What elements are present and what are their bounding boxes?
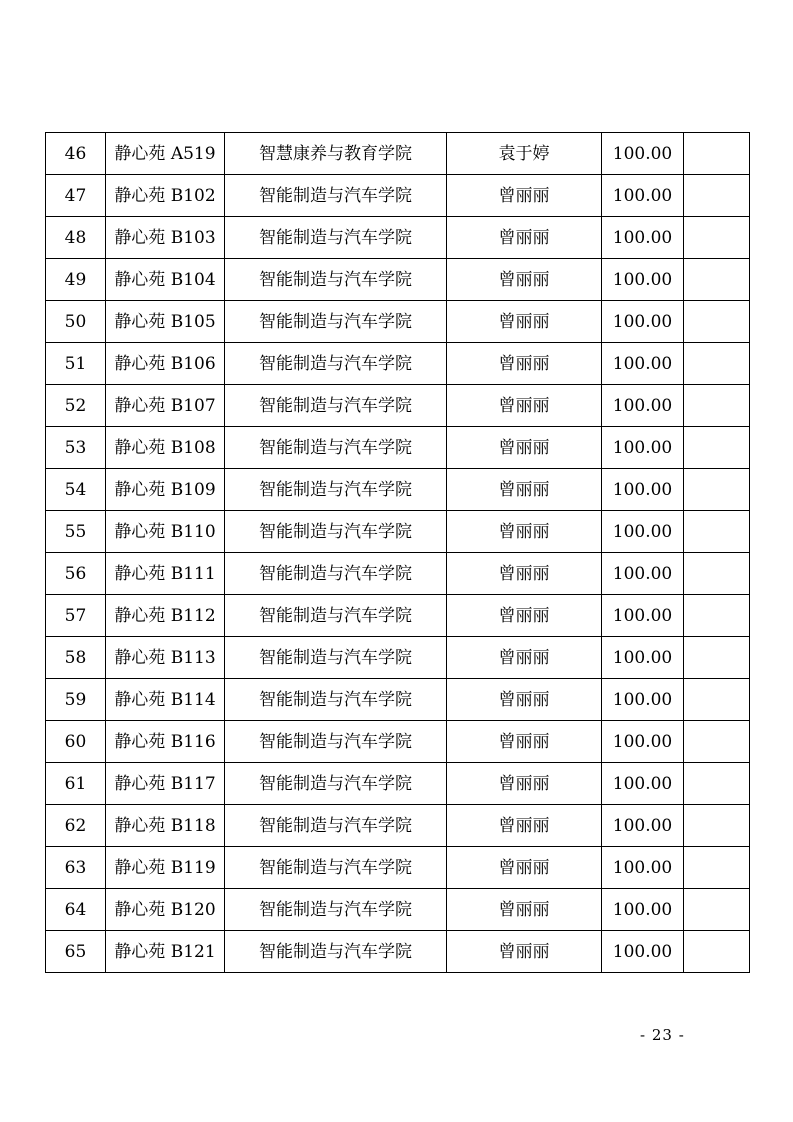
data-table [45,132,750,973]
row-number-cell: 55 [46,511,106,553]
row-number-cell: 65 [46,931,106,973]
score-cell: 100.00 [602,847,684,889]
score-cell: 100.00 [602,301,684,343]
table-body [46,133,750,973]
college-cell: 智能制造与汽车学院 [225,721,447,763]
row-number-cell: 46 [46,133,106,175]
table-row [46,553,750,595]
score-cell: 100.00 [602,427,684,469]
college-cell: 智能制造与汽车学院 [225,553,447,595]
person-cell: 曾丽丽 [447,343,602,385]
row-number-cell: 51 [46,343,106,385]
note-cell [684,595,750,637]
score-cell: 100.00 [602,217,684,259]
table-row [46,301,750,343]
room-cell: 静心苑 B114 [106,679,225,721]
table-row [46,763,750,805]
room-cell: 静心苑 B119 [106,847,225,889]
room-cell: 静心苑 B107 [106,385,225,427]
college-cell: 智能制造与汽车学院 [225,217,447,259]
row-number-cell: 50 [46,301,106,343]
college-cell: 智能制造与汽车学院 [225,889,447,931]
note-cell [684,343,750,385]
row-number-cell: 52 [46,385,106,427]
room-cell: 静心苑 B111 [106,553,225,595]
table-row [46,847,750,889]
college-cell: 智能制造与汽车学院 [225,175,447,217]
room-cell: 静心苑 B121 [106,931,225,973]
person-cell: 曾丽丽 [447,469,602,511]
person-cell: 曾丽丽 [447,763,602,805]
college-cell: 智能制造与汽车学院 [225,469,447,511]
note-cell [684,385,750,427]
table-row [46,889,750,931]
score-cell: 100.00 [602,637,684,679]
table-row [46,175,750,217]
row-number-cell: 63 [46,847,106,889]
table-row [46,133,750,175]
note-cell [684,301,750,343]
score-cell: 100.00 [602,469,684,511]
table-row [46,217,750,259]
note-cell [684,259,750,301]
score-cell: 100.00 [602,889,684,931]
score-cell: 100.00 [602,175,684,217]
row-number-cell: 54 [46,469,106,511]
college-cell: 智能制造与汽车学院 [225,847,447,889]
note-cell [684,847,750,889]
table-row [46,679,750,721]
score-cell: 100.00 [602,763,684,805]
person-cell: 曾丽丽 [447,427,602,469]
note-cell [684,511,750,553]
room-cell: 静心苑 B120 [106,889,225,931]
room-cell: 静心苑 B113 [106,637,225,679]
table-row [46,343,750,385]
room-cell: 静心苑 B103 [106,217,225,259]
person-cell: 曾丽丽 [447,847,602,889]
note-cell [684,889,750,931]
row-number-cell: 64 [46,889,106,931]
room-cell: 静心苑 B118 [106,805,225,847]
college-cell: 智能制造与汽车学院 [225,259,447,301]
row-number-cell: 48 [46,217,106,259]
person-cell: 曾丽丽 [447,217,602,259]
note-cell [684,469,750,511]
person-cell: 曾丽丽 [447,889,602,931]
note-cell [684,133,750,175]
room-cell: 静心苑 B105 [106,301,225,343]
score-cell: 100.00 [602,595,684,637]
row-number-cell: 49 [46,259,106,301]
college-cell: 智能制造与汽车学院 [225,679,447,721]
score-cell: 100.00 [602,553,684,595]
table-row [46,931,750,973]
person-cell: 曾丽丽 [447,721,602,763]
college-cell: 智能制造与汽车学院 [225,763,447,805]
college-cell: 智能制造与汽车学院 [225,931,447,973]
room-cell: 静心苑 B110 [106,511,225,553]
note-cell [684,637,750,679]
table-row [46,469,750,511]
row-number-cell: 59 [46,679,106,721]
room-cell: 静心苑 B117 [106,763,225,805]
college-cell: 智能制造与汽车学院 [225,385,447,427]
person-cell: 曾丽丽 [447,637,602,679]
row-number-cell: 56 [46,553,106,595]
person-cell: 曾丽丽 [447,175,602,217]
room-cell: 静心苑 B112 [106,595,225,637]
college-cell: 智能制造与汽车学院 [225,511,447,553]
score-cell: 100.00 [602,721,684,763]
note-cell [684,217,750,259]
table-row [46,259,750,301]
note-cell [684,721,750,763]
table-row [46,637,750,679]
person-cell: 曾丽丽 [447,511,602,553]
room-cell: 静心苑 B106 [106,343,225,385]
person-cell: 袁于婷 [447,133,602,175]
person-cell: 曾丽丽 [447,931,602,973]
note-cell [684,805,750,847]
table-row [46,385,750,427]
person-cell: 曾丽丽 [447,595,602,637]
score-cell: 100.00 [602,805,684,847]
row-number-cell: 53 [46,427,106,469]
college-cell: 智慧康养与教育学院 [225,133,447,175]
college-cell: 智能制造与汽车学院 [225,427,447,469]
college-cell: 智能制造与汽车学院 [225,637,447,679]
note-cell [684,679,750,721]
table-row [46,721,750,763]
room-cell: 静心苑 B108 [106,427,225,469]
note-cell [684,427,750,469]
person-cell: 曾丽丽 [447,301,602,343]
note-cell [684,175,750,217]
score-cell: 100.00 [602,133,684,175]
room-cell: 静心苑 B116 [106,721,225,763]
person-cell: 曾丽丽 [447,385,602,427]
room-cell: 静心苑 B102 [106,175,225,217]
note-cell [684,763,750,805]
row-number-cell: 61 [46,763,106,805]
room-cell: 静心苑 B104 [106,259,225,301]
row-number-cell: 57 [46,595,106,637]
score-cell: 100.00 [602,259,684,301]
row-number-cell: 62 [46,805,106,847]
score-cell: 100.00 [602,931,684,973]
score-cell: 100.00 [602,343,684,385]
person-cell: 曾丽丽 [447,679,602,721]
college-cell: 智能制造与汽车学院 [225,805,447,847]
table-row [46,511,750,553]
note-cell [684,553,750,595]
score-cell: 100.00 [602,511,684,553]
table-row [46,427,750,469]
page-number: - 23 - [640,1026,685,1044]
room-cell: 静心苑 A519 [106,133,225,175]
score-cell: 100.00 [602,385,684,427]
person-cell: 曾丽丽 [447,553,602,595]
person-cell: 曾丽丽 [447,259,602,301]
row-number-cell: 60 [46,721,106,763]
college-cell: 智能制造与汽车学院 [225,301,447,343]
college-cell: 智能制造与汽车学院 [225,595,447,637]
room-cell: 静心苑 B109 [106,469,225,511]
row-number-cell: 47 [46,175,106,217]
row-number-cell: 58 [46,637,106,679]
note-cell [684,931,750,973]
table-row [46,595,750,637]
college-cell: 智能制造与汽车学院 [225,343,447,385]
table-row [46,805,750,847]
person-cell: 曾丽丽 [447,805,602,847]
score-cell: 100.00 [602,679,684,721]
